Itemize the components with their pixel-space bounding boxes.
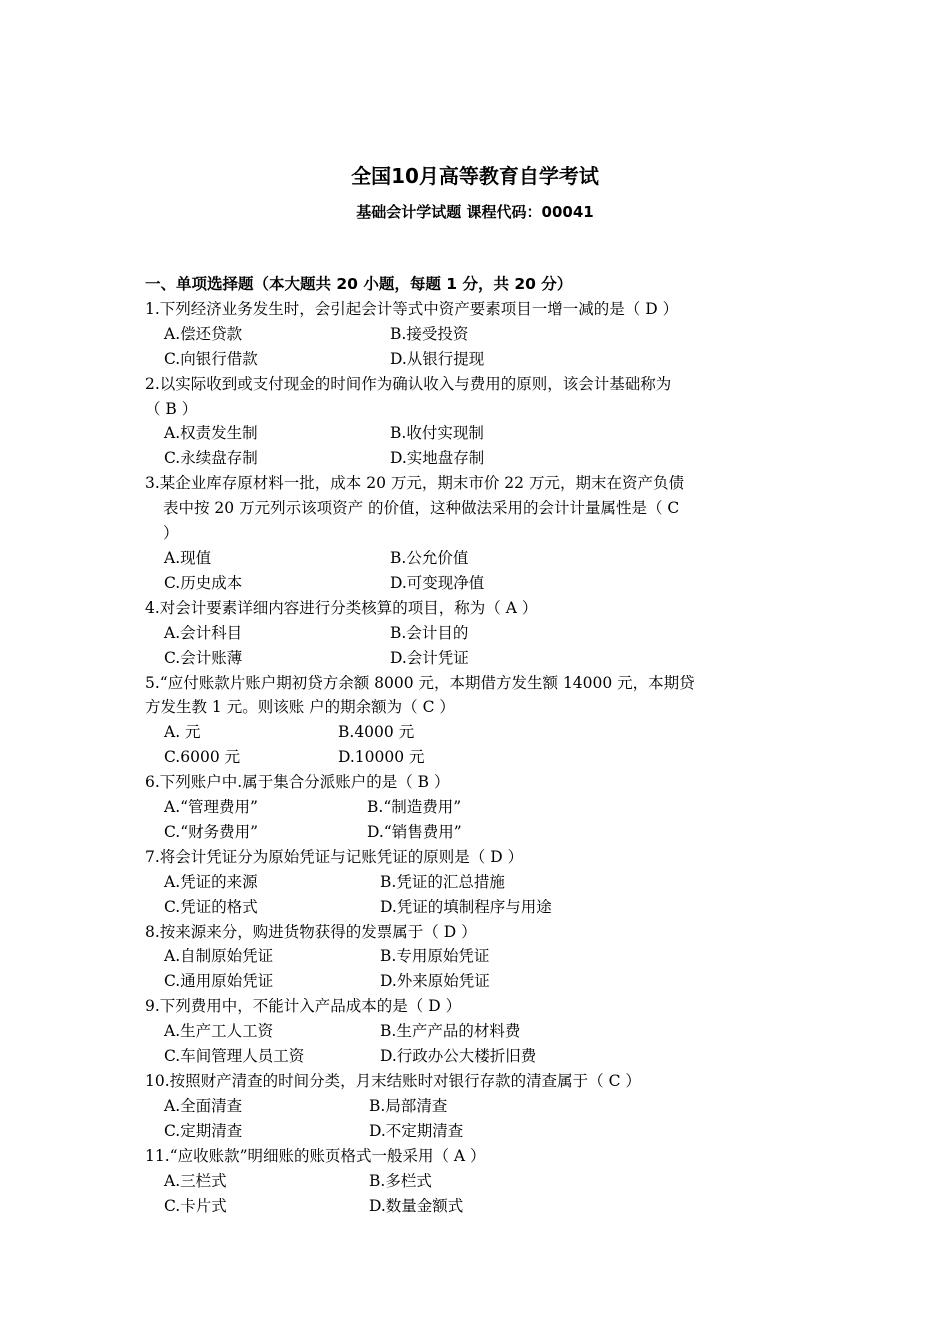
answer-option: C.历史成本 <box>164 573 243 592</box>
question-text-line: 9.下列费用中，不能计入产品成本的是（ D ） <box>145 997 462 1016</box>
question-item <box>145 845 815 920</box>
answer-option: B.接受投资 <box>390 324 469 343</box>
answer-option: D.10000 元 <box>338 748 425 767</box>
answer-option: D.会计凭证 <box>390 648 469 667</box>
answer-option: B.“制造费用” <box>367 798 462 817</box>
answer-option: D.不定期清查 <box>369 1121 464 1140</box>
option-row <box>145 646 815 671</box>
answer-option: B.多栏式 <box>369 1171 432 1190</box>
answer-option: B.会计目的 <box>390 623 469 642</box>
question-item <box>145 994 815 1069</box>
question-text-line: 2.以实际收到或支付现金的时间作为确认收入与费用的原则，该会计基础称为 <box>145 374 672 393</box>
option-row <box>145 1019 815 1044</box>
answer-option: D.行政办公大楼折旧费 <box>380 1047 537 1066</box>
question-item <box>145 770 815 845</box>
answer-option: C.凭证的格式 <box>164 897 258 916</box>
option-row <box>145 870 815 895</box>
option-row <box>145 546 815 571</box>
option-row <box>145 1044 815 1069</box>
option-row <box>145 944 815 969</box>
answer-option: C.车间管理人员工资 <box>164 1047 305 1066</box>
option-row <box>145 969 815 994</box>
question-item <box>145 1069 815 1144</box>
answer-option: A.现值 <box>164 548 212 567</box>
option-row <box>145 795 815 820</box>
option-row <box>145 745 815 770</box>
section-heading: 一、单项选择题（本大题共 20 小题，每题 1 分，共 20 分） <box>145 275 573 293</box>
page-title: 全国10月高等教育自学考试 <box>351 164 599 188</box>
answer-option: C.通用原始凭证 <box>164 972 274 991</box>
question-text-line: 5.“应付账款片账户期初贷方余额 8000 元，本期借方发生额 14000 元，本期贷 <box>145 673 695 692</box>
answer-option: A.偿还贷款 <box>164 324 243 343</box>
question-text-line: 1.下列经济业务发生时，会引起会计等式中资产要素项目一增一减的是（ D ） <box>145 299 679 318</box>
answer-option: B.生产产品的材料费 <box>380 1022 521 1041</box>
answer-option: C.“财务费用” <box>164 822 259 841</box>
answer-option: A.“管理费用” <box>164 798 258 817</box>
question-list <box>145 297 815 1219</box>
question-item <box>145 372 815 472</box>
option-row <box>145 720 815 745</box>
option-row <box>145 895 815 920</box>
option-row <box>145 1169 815 1194</box>
answer-option: A.权责发生制 <box>164 424 258 443</box>
question-text-line: 8.按来源来分，购进货物获得的发票属于（ D ） <box>145 922 477 941</box>
question-text-line: 11.“应收账款”明细账的账页格式一般采用（ A ） <box>145 1146 486 1165</box>
question-item <box>145 471 815 596</box>
answer-option: D.数量金额式 <box>369 1196 464 1215</box>
option-row <box>145 571 815 596</box>
answer-option: A.三栏式 <box>164 1171 227 1190</box>
option-row <box>145 1119 815 1144</box>
question-item <box>145 920 815 995</box>
answer-option: C.定期清查 <box>164 1121 243 1140</box>
question-item <box>145 297 815 372</box>
question-item <box>145 1144 815 1219</box>
question-text-line: 7.将会计凭证分为原始凭证与记账凭证的原则是（ D ） <box>145 847 524 866</box>
question-item <box>145 596 815 671</box>
answer-option: C.永续盘存制 <box>164 449 258 468</box>
question-text-line: 方发生教 1 元。则该账 户的期余额为（ C ） <box>145 698 455 717</box>
answer-option: D.凭证的填制程序与用途 <box>380 897 552 916</box>
question-text-line: 4.对会计要素详细内容进行分类核算的项目，称为（ A ） <box>145 598 538 617</box>
answer-option: B.专用原始凭证 <box>380 947 490 966</box>
answer-option: A. 元 <box>164 723 201 742</box>
answer-option: B.局部清查 <box>369 1096 448 1115</box>
answer-option: D.可变现净值 <box>390 573 485 592</box>
answer-option: D.“销售费用” <box>367 822 462 841</box>
option-row <box>145 1094 815 1119</box>
answer-option: C.卡片式 <box>164 1196 227 1215</box>
answer-option: A.自制原始凭证 <box>164 947 274 966</box>
question-item <box>145 671 815 771</box>
option-row <box>145 322 815 347</box>
page-subtitle: 基础会计学试题 课程代码：00041 <box>356 203 594 221</box>
answer-option: A.凭证的来源 <box>164 872 258 891</box>
option-row <box>145 446 815 471</box>
answer-option: B.4000 元 <box>338 723 415 742</box>
answer-option: A.会计科目 <box>164 623 243 642</box>
answer-option: D.从银行提现 <box>390 349 485 368</box>
question-text-line: ） <box>163 524 179 543</box>
answer-option: C.向银行借款 <box>164 349 258 368</box>
option-row <box>145 621 815 646</box>
answer-option: A.全面清查 <box>164 1096 243 1115</box>
option-row <box>145 820 815 845</box>
answer-option: B.公允价值 <box>390 548 469 567</box>
question-text-line: （ B ） <box>145 399 198 418</box>
question-text-line: 3.某企业库存原材料一批，成本 20 万元，期末市价 22 万元，期末在资产负债 <box>145 474 684 493</box>
exam-content <box>145 272 815 1218</box>
answer-option: A.生产工人工资 <box>164 1022 274 1041</box>
option-row <box>145 1194 815 1219</box>
question-text-line: 表中按 20 万元列示该项资产 的价值，这种做法采用的会计计量属性是（ C <box>163 499 680 518</box>
option-row <box>145 421 815 446</box>
answer-option: B.收付实现制 <box>390 424 484 443</box>
answer-option: D.实地盘存制 <box>390 449 485 468</box>
answer-option: B.凭证的汇总措施 <box>380 872 505 891</box>
option-row <box>145 347 815 372</box>
answer-option: C.6000 元 <box>164 748 241 767</box>
question-text-line: 6.下列账户中.属于集合分派账户的是（ B ） <box>145 773 450 792</box>
question-text-line: 10.按照财产清查的时间分类，月末结账时对银行存款的清查属于（ C ） <box>145 1072 641 1090</box>
answer-option: D.外来原始凭证 <box>380 972 490 991</box>
answer-option: C.会计账薄 <box>164 648 243 667</box>
